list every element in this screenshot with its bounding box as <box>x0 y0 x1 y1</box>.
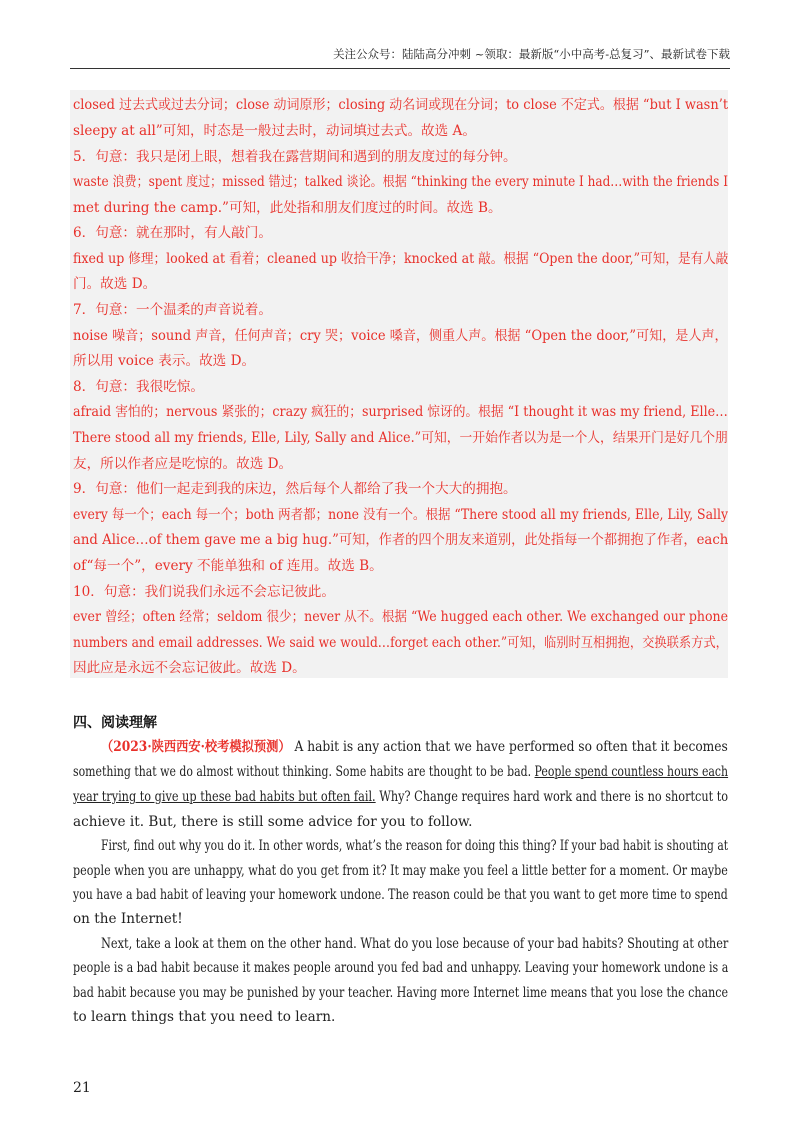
passage-line <box>101 738 728 756</box>
answer-line: afraid 害怕的；nervous 紧张的；crazy 疯狂的；surprised 惊讶的。根据 “I thought it was my friend, Elle… <box>73 404 728 420</box>
answer-line: waste 浪费；spent 度过；missed 错过；talked 谈论。根据 “thinking the every minute I had…with the friends I <box>73 174 728 190</box>
passage-line: people is a bad habit because it makes people around you fed bad and unhappy. Leaving your homework undone is a <box>73 960 729 976</box>
answer-line: every 每一个；each 每一个；both 两者都；none 没有一个。根据 “There stood all my friends, Elle, Lily, Sally <box>73 507 729 523</box>
answer-line: 9．句意：他们一起走到我的床边，然后每个人都给了我一个大大的拥抱。 <box>73 481 517 497</box>
underlined-sentence: year trying to give up these bad habits but often fail. <box>73 789 376 805</box>
answer-line: closed 过去式或过去分词；close 动词原形；closing 动名词或现在分词；to close 不定式。根据 “but I wasn’t <box>73 97 729 113</box>
answer-line: sleepy at all”可知，时态是一般过去时，动词填过去式。故选 A。 <box>73 123 476 139</box>
passage-line: to learn things that you need to learn. <box>73 1009 336 1025</box>
answer-line: and Alice…of them gave me a big hug.”可知，作者的四个朋友来道别，此处指每一个都拥抱了作者，each <box>73 532 729 548</box>
passage-line: bad habit because you may be punished by your teacher. Having more Internet lime means that you lose the chance <box>73 985 729 1001</box>
section-heading: 四、阅读理解 <box>73 715 157 731</box>
answer-line: 6．句意：就在那时，有人敲门。 <box>73 225 272 241</box>
answer-line: numbers and email addresses. We said we would…forget each other.”可知，临别时互相拥抱，交换联系方式， <box>73 635 728 651</box>
answer-line: noise 噪音；sound 声音，任何声音；cry 哭；voice 嗓音，侧重人声。根据 “Open the door,”可知，是人声， <box>73 328 728 344</box>
answer-line: 8．句意：我很吃惊。 <box>73 379 204 395</box>
answer-line: met during the camp.”可知，此处指和朋友们度过的时间。故选 B。 <box>73 200 502 216</box>
passage-text: Why? Change requires hard work and there is no shortcut to <box>375 789 729 805</box>
passage-line: First, find out why you do it. In other words, what’s the reason for doing this thing? If your bad habit is shouting at <box>101 838 729 854</box>
answer-line: 10．句意：我们说我们永远不会忘记彼此。 <box>73 584 335 600</box>
answer-line: 门。故选 D。 <box>73 276 157 292</box>
answer-line: There stood all my friends, Elle, Lily, Sally and Alice.”可知，一开始作者以为是一个人，结果开门是好几个朋 <box>73 430 728 446</box>
answer-line: fixed up 修理；looked at 看着；cleaned up 收拾干净；knocked at 敲。根据 “Open the door,”可知，是有人敲 <box>73 251 729 267</box>
page-header: 关注公众号：陆陆高分冲刺 ~领取：最新版“小中高考-总复习”、最新试卷下载 <box>333 47 730 61</box>
answer-line: 所以用 voice 表示。故选 D。 <box>73 353 256 369</box>
passage-line: achieve it. But, there is still some advice for you to follow. <box>73 814 473 830</box>
passage-line <box>73 788 728 806</box>
passage-line: on the Internet! <box>73 911 183 927</box>
passage-text: something that we do almost without thinking. Some habits are thought to be bad. <box>73 764 535 780</box>
passage-line: people when you are unhappy, what do you get from it? It may make you feel a little better for a moment. Or maybe <box>73 863 728 879</box>
answer-line: 友，所以作者应是吃惊的。故选 D。 <box>73 456 293 472</box>
header-divider <box>70 68 730 69</box>
question-source: （2023·陕西西安·校考模拟预测） <box>101 739 291 755</box>
passage-line: you have a bad habit of leaving your homework undone. The reason could be that you want to get more time to spend <box>73 887 728 903</box>
answer-line: 7．句意：一个温柔的声音说着。 <box>73 302 272 318</box>
passage-line <box>73 763 728 781</box>
answer-line: 因此应是永远不会忘记彼此。故选 D。 <box>73 660 306 676</box>
answer-line: 5．句意：我只是闭上眼，想着我在露营期间和遇到的朋友度过的每分钟。 <box>73 149 517 165</box>
answer-line: ever 曾经；often 经常；seldom 很少；never 从不。根据 “We hugged each other. We exchanged our phone <box>73 609 729 625</box>
passage-text: A habit is any action that we have performed so often that it becomes <box>290 739 728 755</box>
underlined-sentence: People spend countless hours each <box>534 764 729 780</box>
passage-line: Next, take a look at them on the other hand. What do you lose because of your bad habits? Shouting at other <box>101 936 729 952</box>
page-number: 21 <box>73 1080 91 1096</box>
answer-line: of“每一个”，every 不能单独和 of 连用。故选 B。 <box>73 558 383 574</box>
